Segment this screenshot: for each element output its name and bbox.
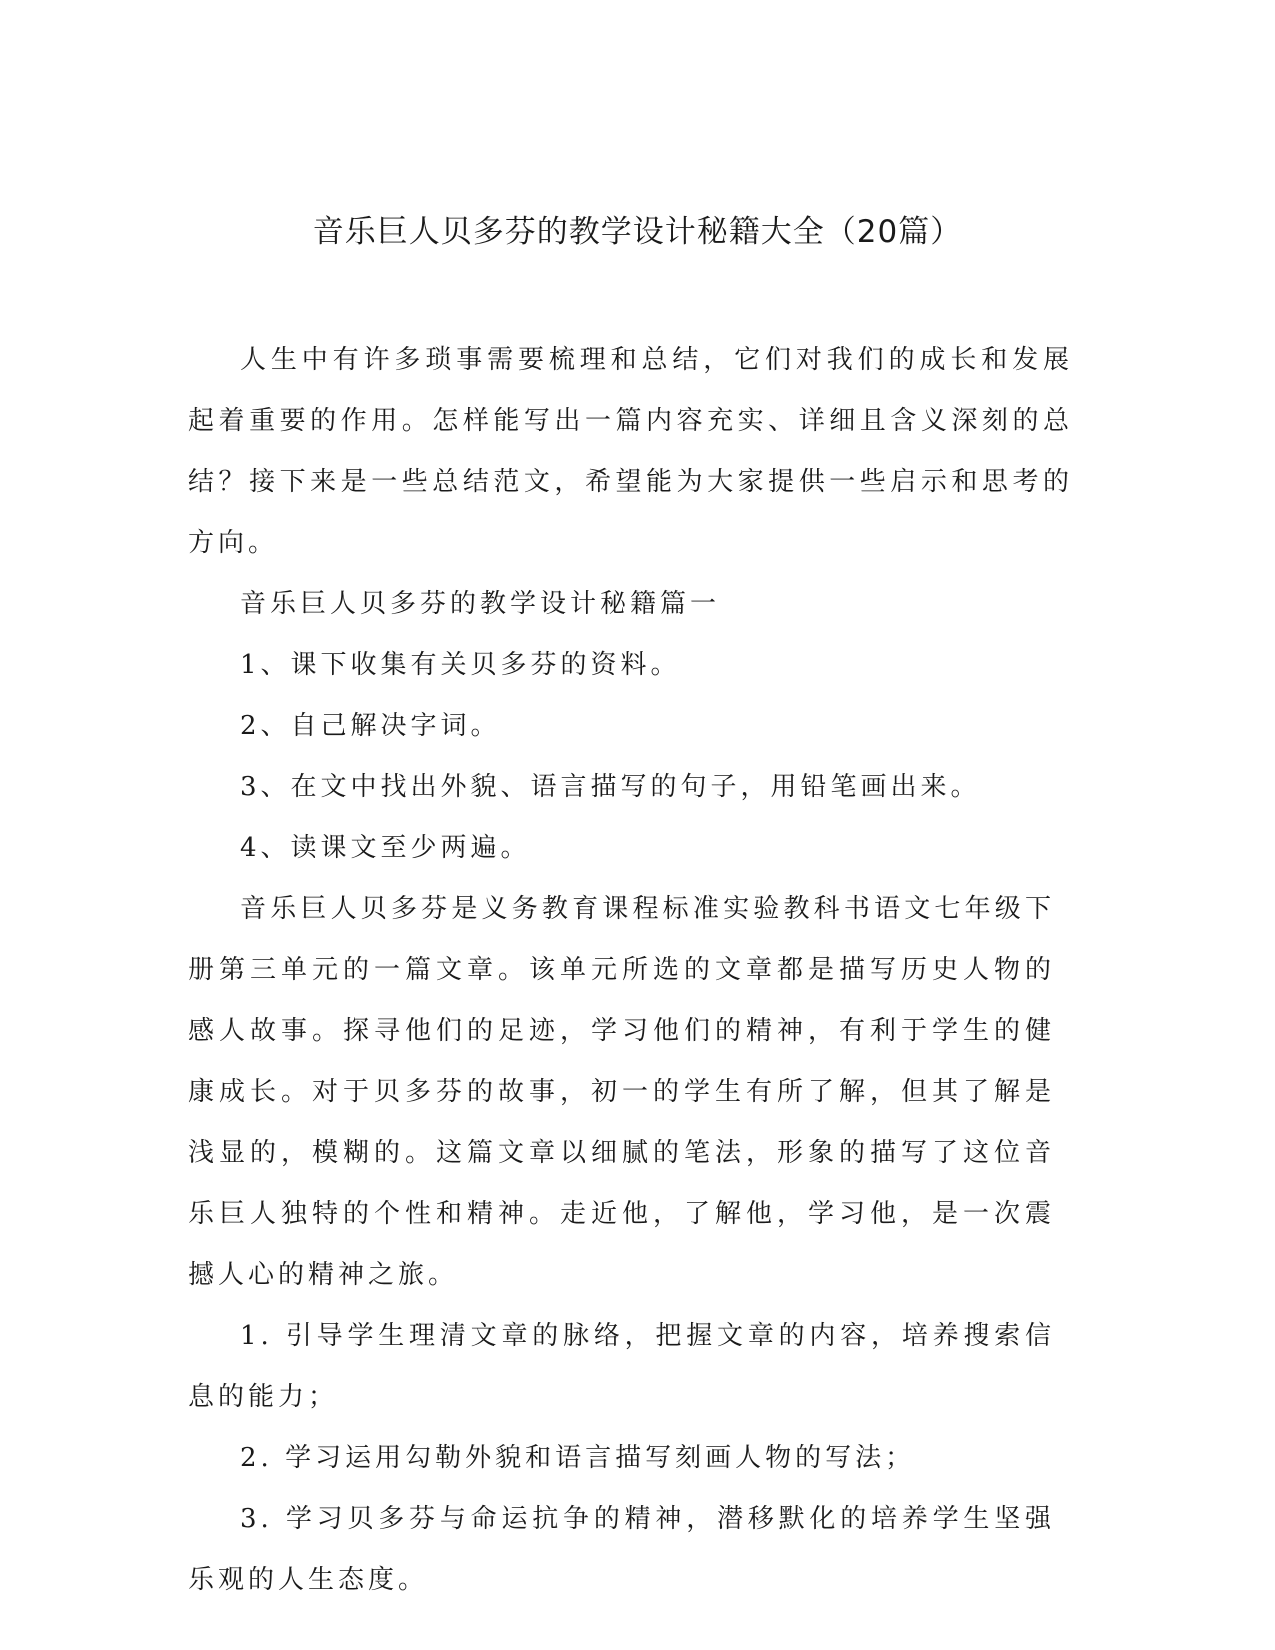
document-title: 音乐巨人贝多芬的教学设计秘籍大全（20篇）: [312, 214, 963, 250]
list-item: 2、自己解决字词。: [240, 711, 501, 741]
objective-item: 1. 引导学生理清文章的脉络，把握文章的内容，培养搜索信息的能力；: [188, 1321, 1055, 1412]
list-item: 1、课下收集有关贝多芬的资料。: [240, 650, 681, 680]
objective-item: 2. 学习运用勾勒外貌和语言描写刻画人物的写法；: [240, 1443, 916, 1473]
section-heading: 音乐巨人贝多芬的教学设计秘籍篇一: [240, 589, 721, 619]
list-item: 3、在文中找出外貌、语言描写的句子，用铅笔画出来。: [240, 772, 981, 802]
list-item: 4、读课文至少两遍。: [240, 833, 531, 863]
document-body: [188, 330, 1073, 1611]
analysis-paragraph: 音乐巨人贝多芬是义务教育课程标准实验教科书语文七年级下册第三单元的一篇文章。该单元所选的文章都是描写历史人物的感人故事。探寻他们的足迹，学习他们的精神，有利于学生的健康成长。对于贝多芬的故事，初一的学生有所了解，但其了解是浅显的，模糊的。这篇文章以细腻的笔法，形象的描写了这位音乐巨人独特的个性和精神。走近他，了解他，学习他，是一次震撼人心的精神之旅。: [188, 894, 1055, 1290]
objective-item: 3. 学习贝多芬与命运抗争的精神，潜移默化的培养学生坚强乐观的人生态度。: [188, 1504, 1055, 1595]
intro-paragraph: 人生中有许多琐事需要梳理和总结，它们对我们的成长和发展起着重要的作用。怎样能写出一篇内容充实、详细且含义深刻的总结？接下来是一些总结范文，希望能为大家提供一些启示和思考的方向。: [188, 345, 1073, 558]
